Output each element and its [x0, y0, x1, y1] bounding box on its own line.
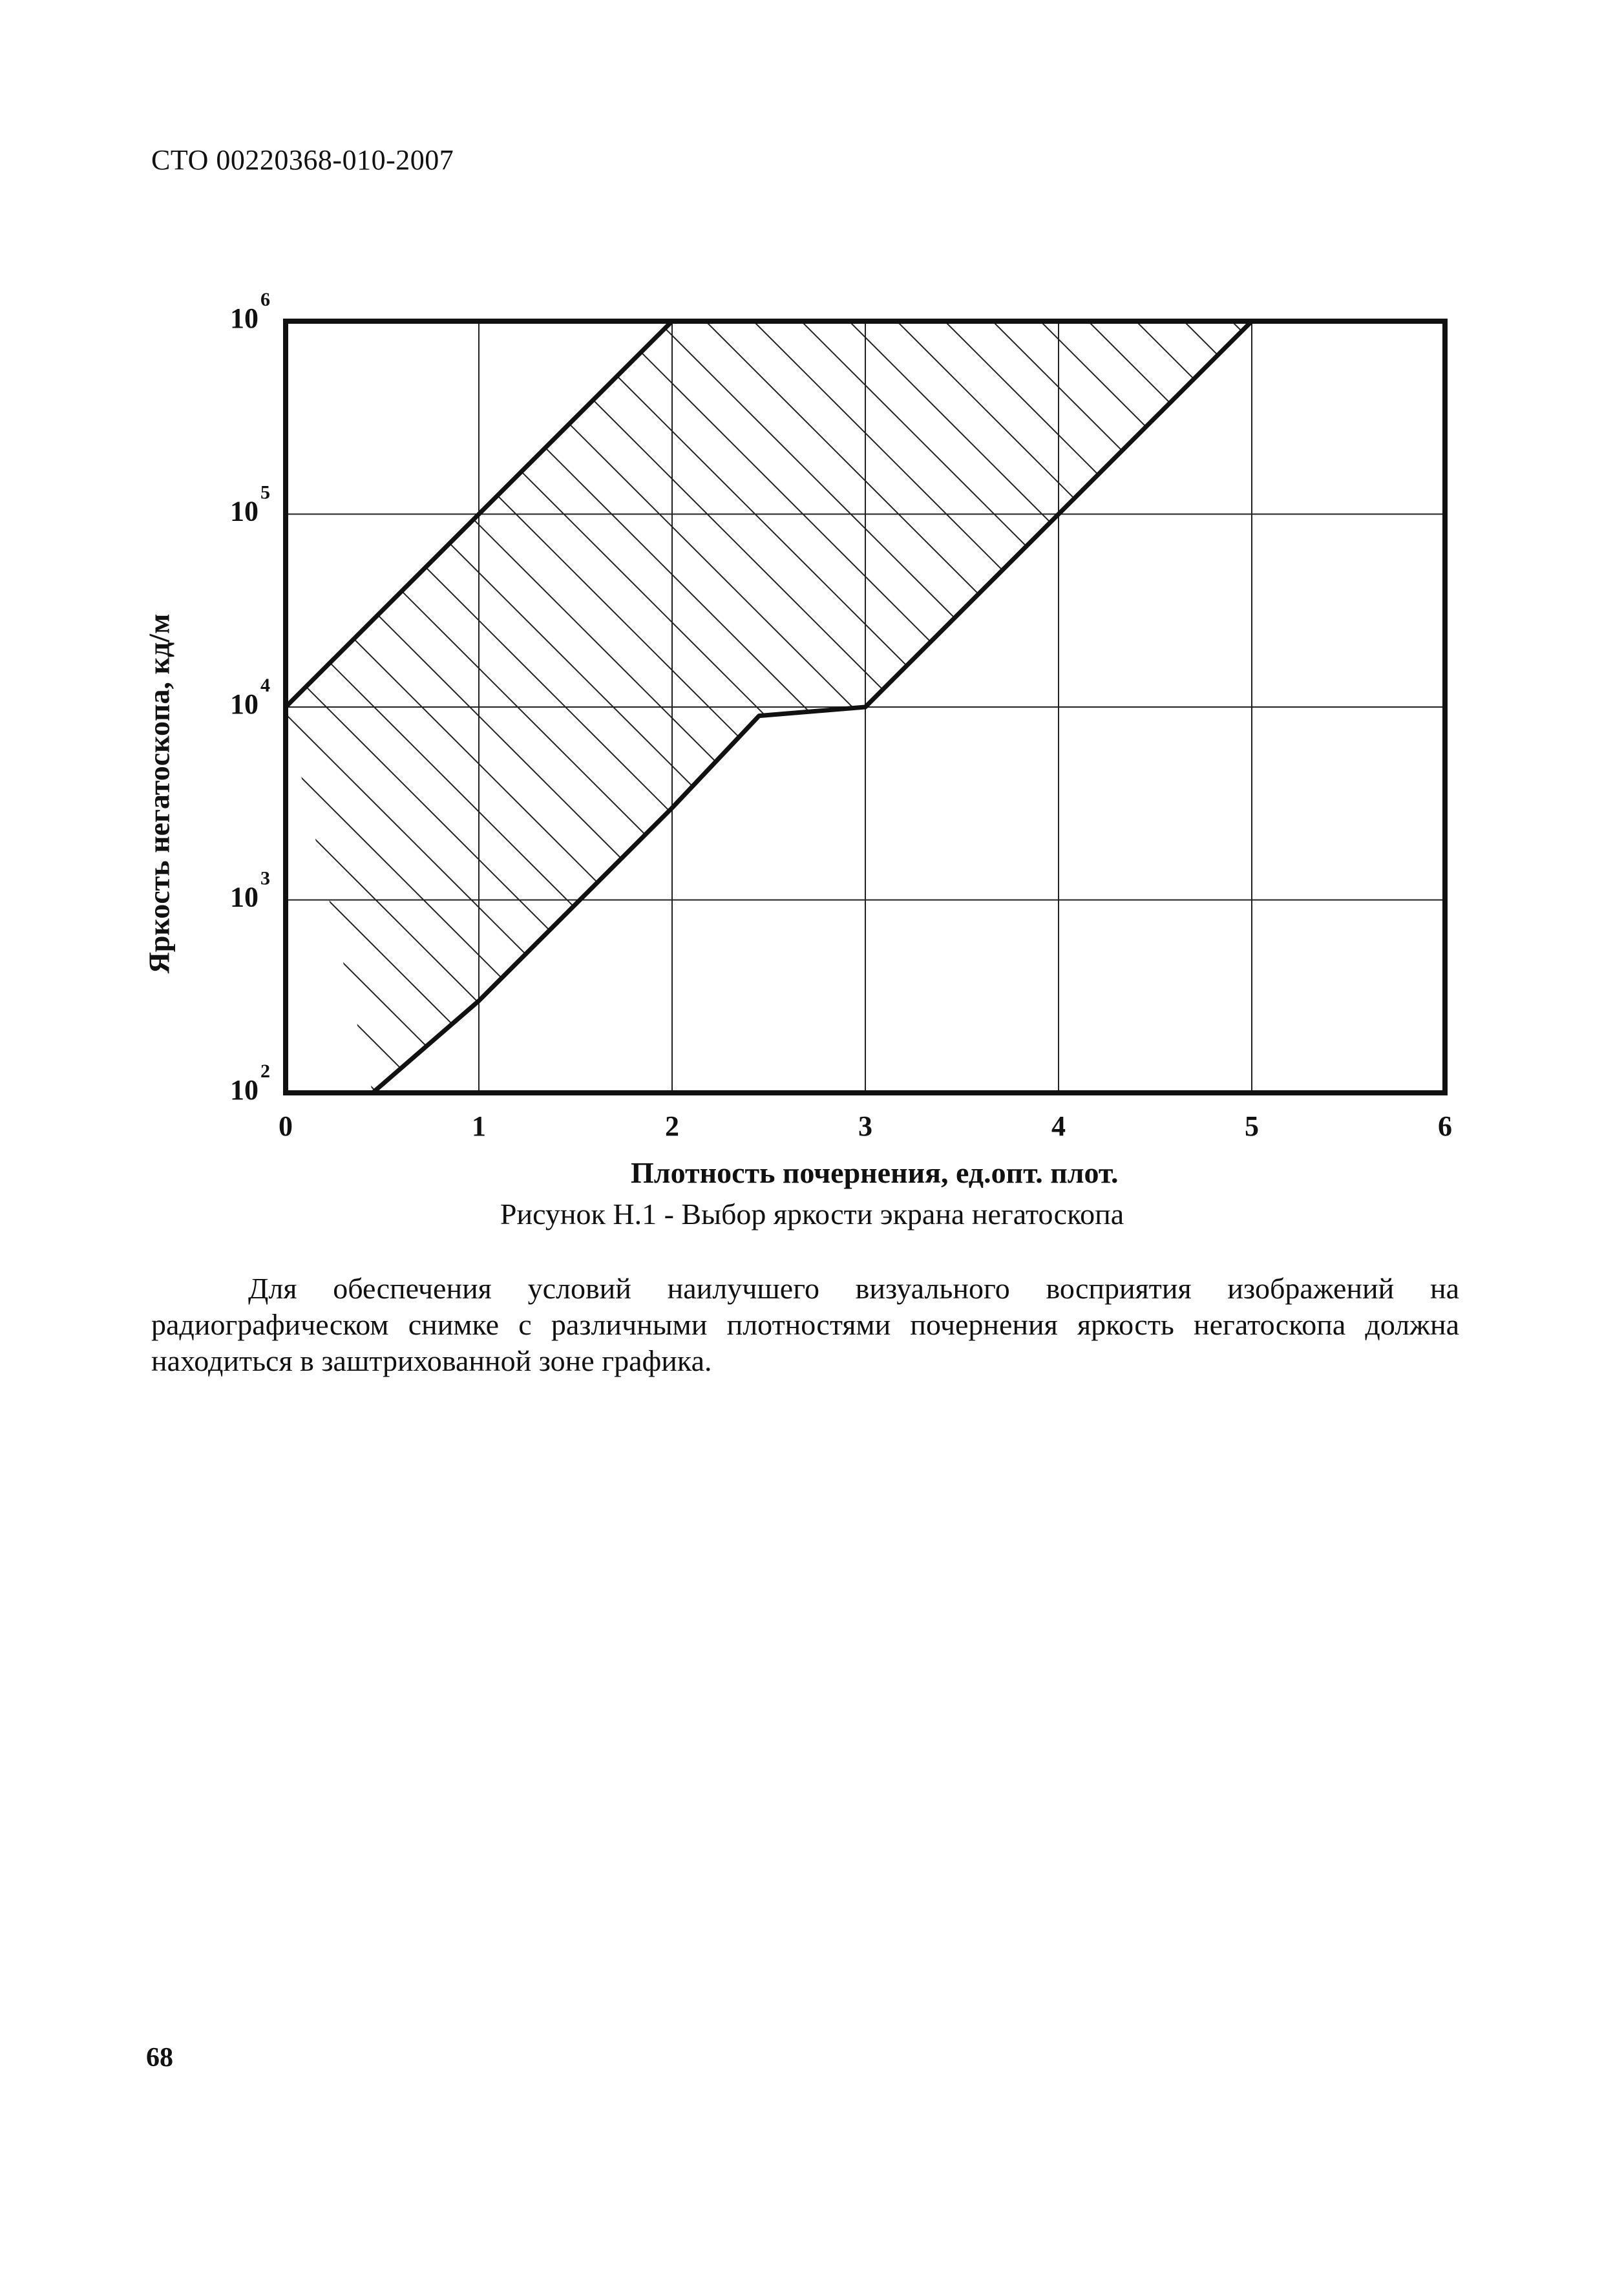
- y-tick-labels: [230, 289, 270, 1106]
- x-tick-label: 6: [1438, 1110, 1452, 1142]
- y-tick-label-exponent: 6: [260, 289, 270, 310]
- y-tick-label-base: 10: [230, 881, 258, 913]
- x-tick-label: 2: [665, 1110, 679, 1142]
- y-tick-label-base: 10: [230, 688, 258, 720]
- y-axis-label: Яркость негатоскопа, кд/м: [142, 613, 176, 974]
- y-tick-label-exponent: 5: [260, 481, 270, 503]
- document-code: СТО 00220368-010-2007: [151, 144, 454, 176]
- y-tick-label-exponent: 2: [260, 1061, 270, 1082]
- x-tick-label: 5: [1245, 1110, 1259, 1142]
- x-tick-label: 0: [279, 1110, 293, 1142]
- hatch-line: [1423, 321, 1624, 1093]
- y-tick-label-base: 10: [230, 1074, 258, 1106]
- x-tick-label: 3: [858, 1110, 872, 1142]
- y-tick-label-base: 10: [230, 302, 258, 334]
- page-number: 68: [146, 2043, 173, 2073]
- x-tick-label: 1: [472, 1110, 486, 1142]
- hatch-line: [1566, 321, 1624, 1093]
- hatch-line: [1471, 321, 1624, 1093]
- figure-caption: Рисунок Н.1 - Выбор яркости экрана негатоскопа: [500, 1198, 1124, 1231]
- y-tick-label-base: 10: [230, 495, 258, 527]
- x-tick-labels: [279, 1110, 1452, 1142]
- x-axis-label: Плотность почернения, ед.опт. плот.: [631, 1156, 1119, 1189]
- y-tick-label-exponent: 4: [260, 675, 270, 696]
- x-tick-label: 4: [1051, 1110, 1066, 1142]
- body-paragraph: Для обеспечения условий наилучшего визуального восприятия изображений на радиографическом снимке с различными плотностями почернения яркость негатоскопа должна находиться в заштрихованной зоне графика.: [151, 1272, 1459, 1377]
- hatch-line: [1519, 321, 1624, 1093]
- y-tick-label-exponent: 3: [260, 867, 270, 889]
